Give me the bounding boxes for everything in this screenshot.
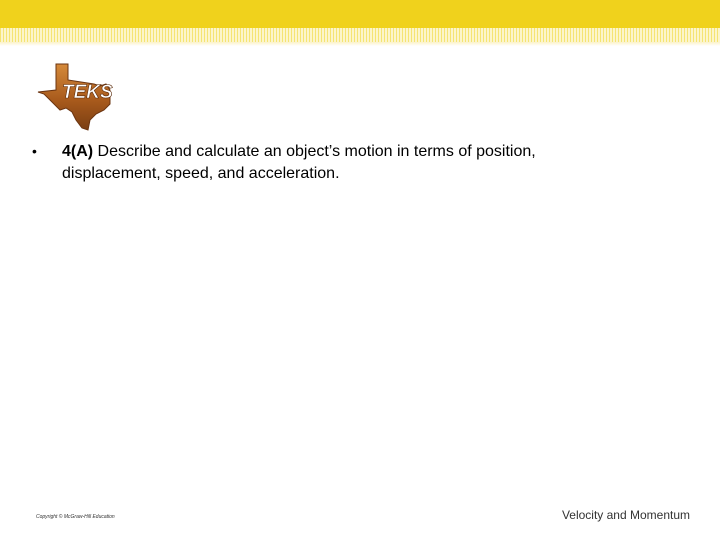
teks-standard-text xyxy=(62,141,622,185)
footer-slide-title: Velocity and Momentum xyxy=(561,508,690,522)
logo-text: TEKS xyxy=(62,82,113,103)
standard-code: 4(A) xyxy=(62,143,94,160)
top-band-fade-edge xyxy=(0,42,720,46)
teks-texas-logo-icon xyxy=(34,60,114,132)
copyright-notice: Copyright © McGraw-Hill Education xyxy=(36,514,115,520)
bullet-point: • xyxy=(32,143,37,159)
standard-description: Describe and calculate an object’s motion in terms of position, displacement, speed, and acceleration. xyxy=(62,143,536,182)
top-band-fade xyxy=(0,28,720,42)
top-yellow-band xyxy=(0,0,720,28)
